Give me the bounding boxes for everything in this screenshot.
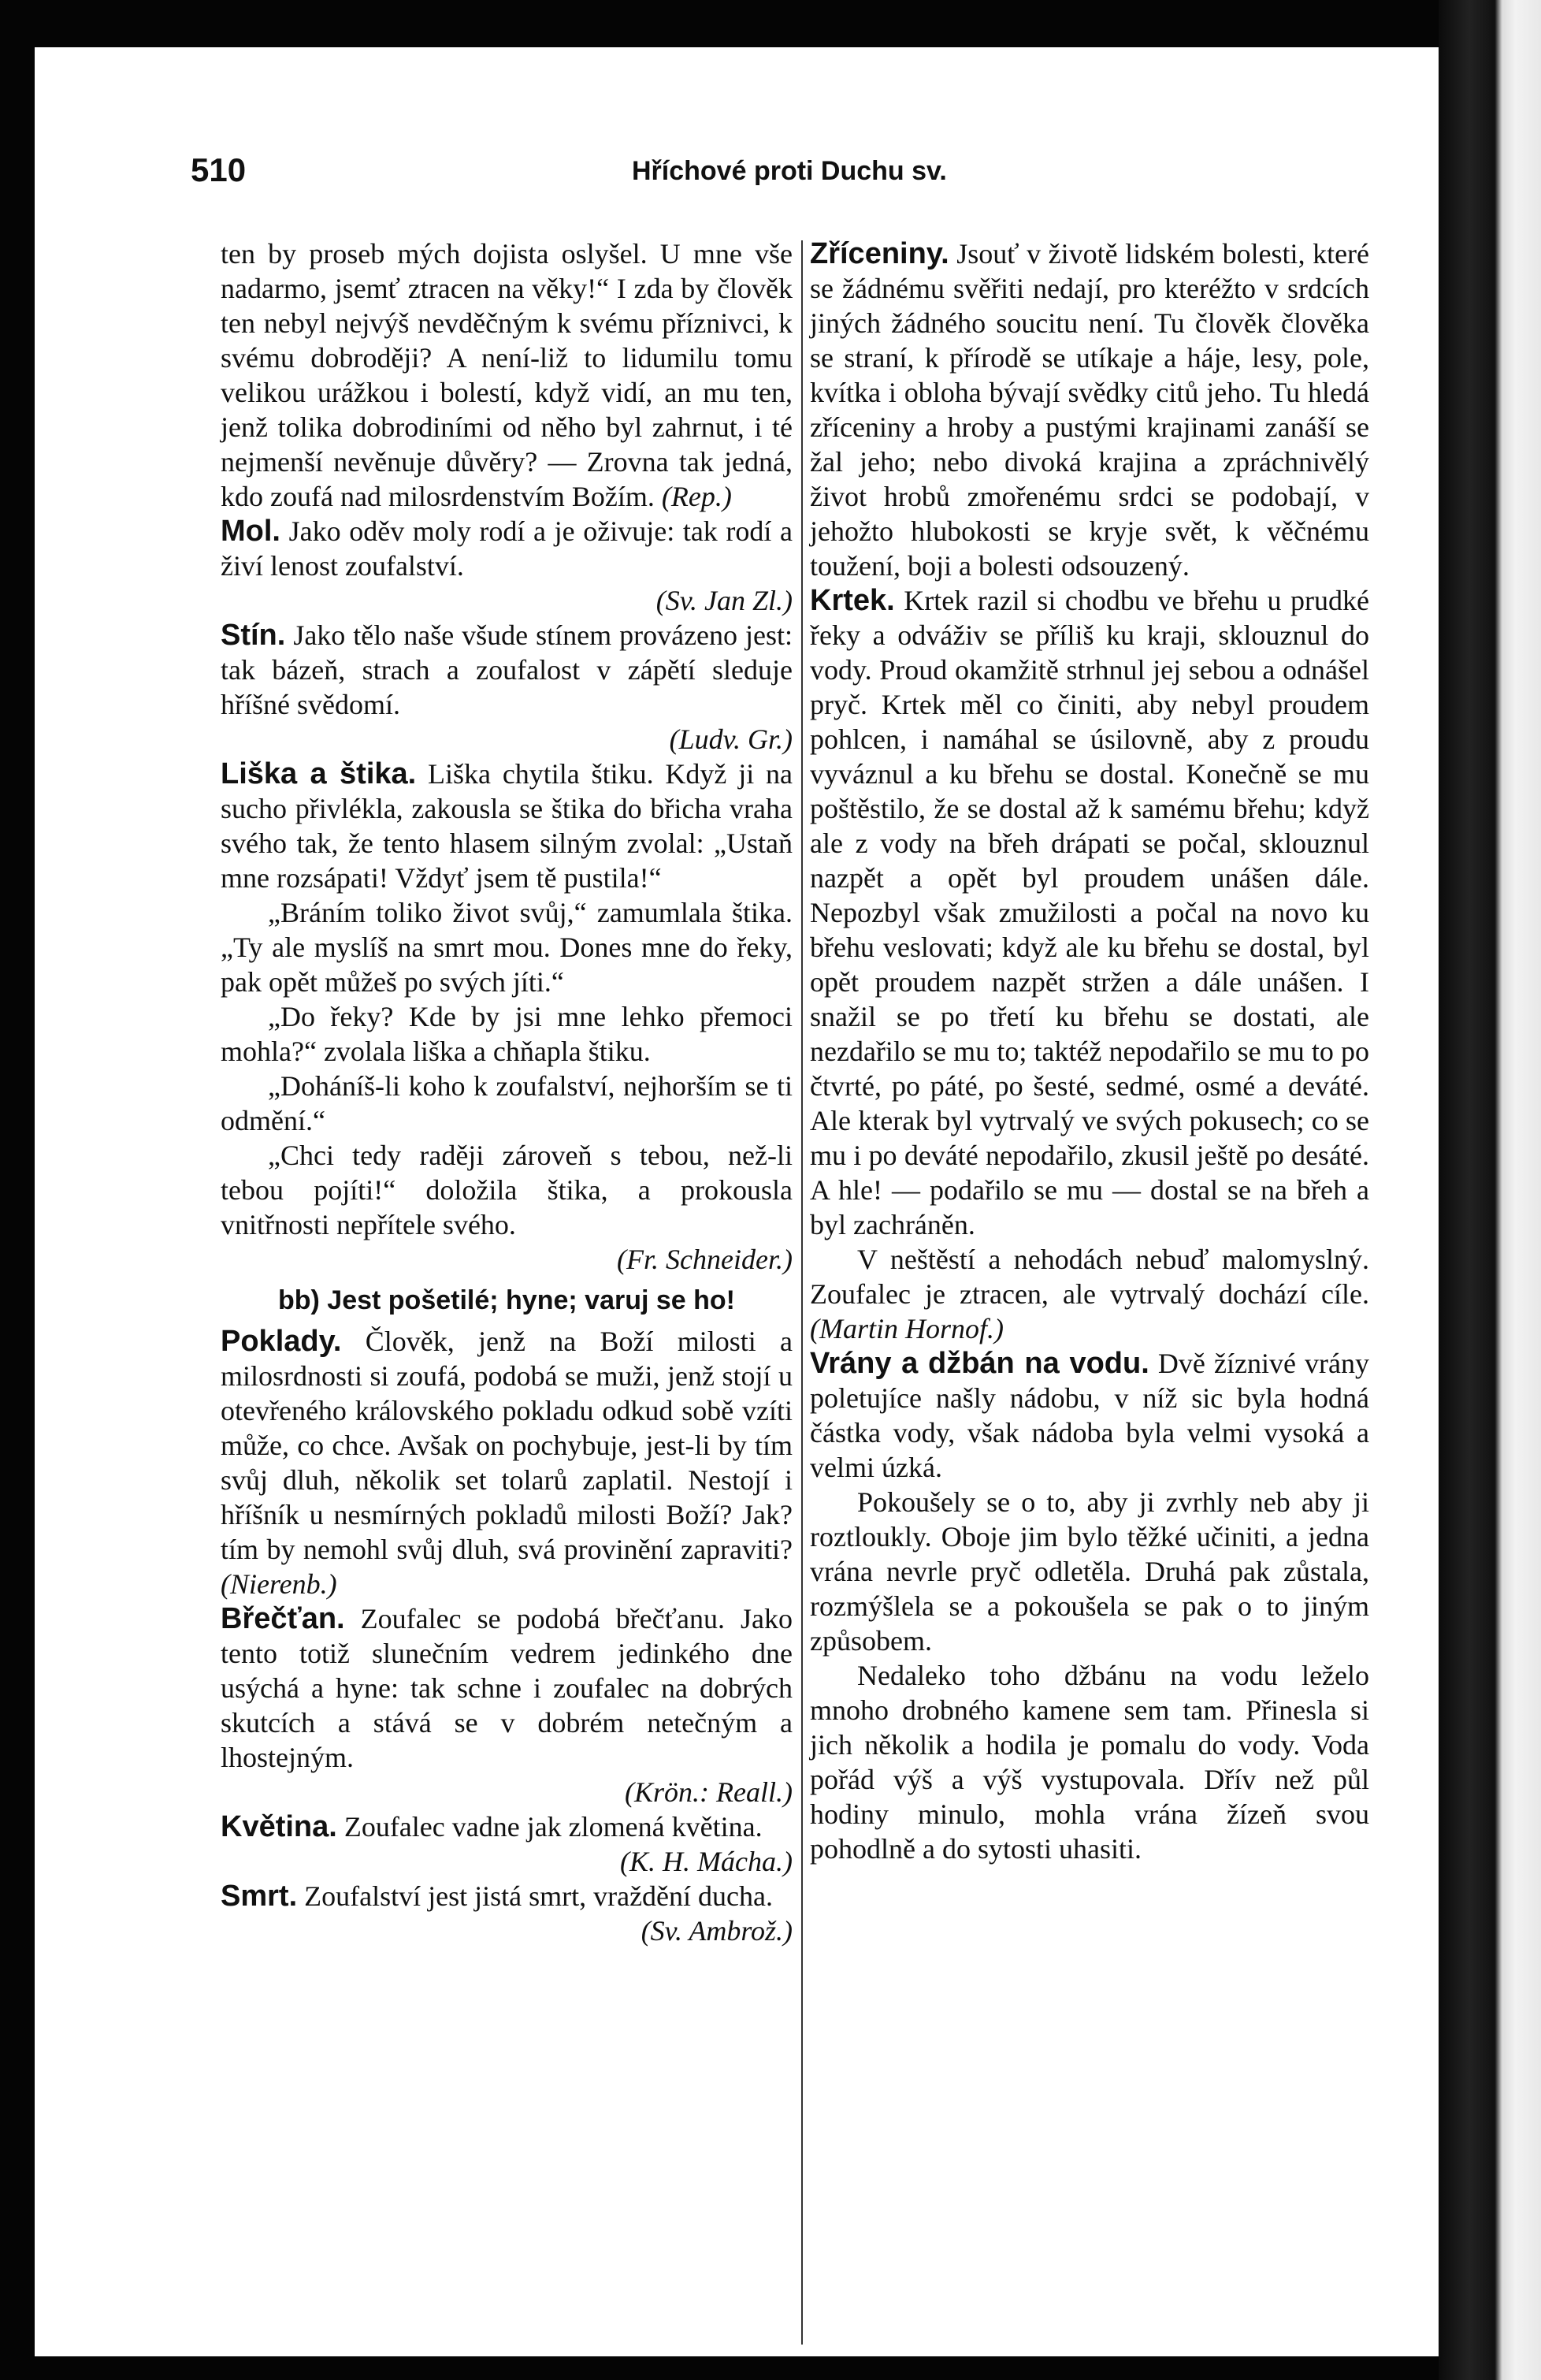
entry-zriceniny xyxy=(810,236,1369,583)
entry-brectan xyxy=(221,1601,793,1809)
right-column xyxy=(810,236,1369,1866)
entry-text: Člověk, jenž na Boží milosti a milosrdnosti si zoufá, podobá se muži, jenž stojí u otevřeného královského pokladu odkud sobě vzíti může, co chce. Avšak on pochybuje, jest-li by tím svůj dluh, několik set tolarů zaplatil. Nestojí i hříšník u nesmírných pokladů milosti Boží? Jak? tím by nemohl svůj dluh, svá provinění zapraviti? xyxy=(221,1326,793,1565)
source-citation: (Ludv. Gr.) xyxy=(669,723,793,755)
page-header xyxy=(35,151,1439,199)
book-page xyxy=(35,47,1439,2356)
paragraph: „Do řeky? Kde by jsi mne lehko přemoci mohla?“ zvolala liška a chňapla štiku. xyxy=(221,1001,793,1067)
entry-text: Jako tělo naše všude stínem provázeno jest: tak bázeň, strach a zoufalost v zápětí sleduje hříšné svědomí. xyxy=(221,619,793,720)
entry-text: Zoufalství jest jistá smrt, vraždění ducha. xyxy=(304,1880,773,1912)
source-citation: (Sv. Jan Zl.) xyxy=(655,585,793,616)
source-citation: (Sv. Ambrož.) xyxy=(641,1915,793,1947)
entry-keyword: Květina. xyxy=(221,1810,337,1843)
section-heading: bb) Jest pošetilé; hyne; varuj se ho! xyxy=(277,1285,735,1315)
entry-text: Jsouť v životě lidském bolesti, které se žádnému svěřiti nedají, pro kteréžto v srdcích jiných žádného soucitu není. Tu člověk člověka se straní, k přírodě se utíkaje a háje, lesy, pole, kvítka i obloha bývají svědky citů jeho. Tu hledá zříceniny a hroby a pustými krajinami zanáší se žal jeho; nebo divoká krajina a zpráchnivělý život hrobů zmořenému srdci se podobají, v jehožto hlubokosti se kryje svět, k věčnému toužení, boji a bolesti odsouzený. xyxy=(810,238,1370,582)
paragraph-text: „Chci tedy raději zároveň s tebou, než-li tebou pojíti!“ doložila štika, a prokousla vnitřnosti nepřítele svého. xyxy=(221,1140,793,1240)
paragraph: Nedaleko toho džbánu na vodu leželo mnoho drobného kamene sem tam. Přinesla si jich několik a hodila je pomalu do vody. Voda pořád výš a výš vystupovala. Dřív než půl hodiny minulo, mohla vrána žízeň svou pohodlně a do sytosti uhasiti. xyxy=(810,1660,1369,1865)
paragraph: Pokoušely se o to, aby ji zvrhly neb aby ji roztloukly. Oboje jim bylo těžké učiniti, a jedna vrána nevrle pryč odletěla. Druhá pak zůstala, rozmýšlela se a pokoušela se pak o to jiným způsobem. xyxy=(810,1486,1369,1657)
column-divider xyxy=(801,240,803,2345)
paragraph xyxy=(810,1242,1369,1346)
left-column xyxy=(221,236,793,1948)
entry-mol xyxy=(221,514,793,618)
paragraph: „Bráním toliko život svůj,“ zamumlala štika. „Ty ale myslíš na smrt mou. Dones mne do řeky, pak opět můžeš po svých jíti.“ xyxy=(221,897,793,998)
entry-vrany xyxy=(810,1346,1369,1485)
entry-text: Dvě žíznivé vrány poletujíce našly nádobu, v níž sic byla hodná částka vody, však nádoba byla velmi vysoká a velmi úzká. xyxy=(810,1348,1370,1483)
running-head: Hříchové proti Duchu sv. xyxy=(632,156,947,186)
entry-text: Krtek razil si chodbu ve břehu u prudké řeky a odváživ se příliš ku kraji, sklouznul do vody. Proud okamžitě strhnul jej sebou a odnášel pryč. Krtek měl co činiti, aby nebyl proudem pohlcen, i namáhal se úsilovně, aby z proudu vyváznul a ku břehu se dostal. Konečně se mu poštěstilo, že se dostal až k samému břehu; když ale z vody na břeh drápati se počal, sklouznul nazpět a opět byl proudem unášen dále. Nepozbyl však zmužilosti a počal na novo ku břehu veslovati; když ale ku břehu se dostal, byl opět proudem nazpět stržen a dále unášen. I snažil se po třetí ku břehu se dostati, ale nezdařilo se mu to; taktéž nepodařilo se mu to po čtvrté, po páté, po šesté, sedmé, osmé a deváté. Ale kterak byl vytrvalý ve svých pokusech; co se mu i po deváté nepodařilo, zkusil ještě po desáté. A hle! — podařilo se mu — dostal se na břeh a byl zachráněn. xyxy=(810,585,1369,1240)
entry-liska xyxy=(221,757,793,895)
paragraph xyxy=(221,1138,793,1277)
paragraph xyxy=(221,236,793,514)
paragraph-text: V neštěstí a nehodách nebuď malomyslný. Zoufalec je ztracen, ale vytrvalý dochází cíle. xyxy=(810,1244,1369,1310)
entry-keyword: Stín. xyxy=(221,619,286,652)
page-edge-strip xyxy=(1439,0,1541,2380)
source-citation: (Fr. Schneider.) xyxy=(617,1244,793,1275)
page-number: 510 xyxy=(191,151,247,188)
entry-keyword: Liška a štika. xyxy=(221,757,417,790)
entry-text: Jako oděv moly rodí a je oživuje: tak rodí a živí lenost zoufalství. xyxy=(221,515,793,582)
entry-keyword: Zříceniny. xyxy=(810,237,949,270)
entry-text: Liška chytila štiku. Když ji na sucho přivlékla, zakousla se štika do břicha vraha svého tak, že tento hlasem silným zvolal: „Ustaň mne rozsápati! Vždyť jsem tě pustila!“ xyxy=(221,758,793,894)
entry-stin xyxy=(221,618,793,757)
paragraph: „Doháníš-li koho k zoufalství, nejhorším se ti odmění.“ xyxy=(221,1070,793,1136)
entry-keyword: Vrány a džbán na vodu. xyxy=(810,1347,1149,1380)
paragraph-text: ten by proseb mých dojista oslyšel. U mne vše nadarmo, jsemť ztracen na věky!“ I zda by člověk ten nebyl nejvýš nevděčným k svému příznivci, k svému dobroději? A není-liž to lidumilu tomu velikou urážkou i bolestí, když vidí, an mu ten, jenž tolika dobrodiními od něho byl zahrnut, i té nejmenší nevěnuje důvěry? — Zrovna tak jedná, kdo zoufá nad milosrdenstvím Božím. xyxy=(221,238,793,512)
source-citation: (Nierenb.) xyxy=(221,1568,337,1600)
source-citation: (K. H. Mácha.) xyxy=(620,1846,793,1877)
entry-krtek xyxy=(810,583,1369,1242)
entry-poklady xyxy=(221,1324,793,1601)
entry-kvetina xyxy=(221,1809,793,1879)
entry-keyword: Břečťan. xyxy=(221,1602,345,1635)
entry-keyword: Poklady. xyxy=(221,1325,342,1358)
entry-smrt xyxy=(221,1879,793,1948)
entry-text: Zoufalec se podobá břečťanu. Jako tento totiž slunečním vedrem jedinkého dne usýchá a hyne: tak schne i zoufalec na dobrých skutcích a stává se v dobrém netečným a lhostejným. xyxy=(221,1603,793,1773)
entry-keyword: Mol. xyxy=(221,515,280,548)
entry-keyword: Krtek. xyxy=(810,584,895,617)
source-citation: (Krön.: Reall.) xyxy=(625,1776,793,1808)
source-citation: (Martin Hornof.) xyxy=(810,1313,1004,1344)
entry-keyword: Smrt. xyxy=(221,1880,298,1913)
entry-text: Zoufalec vadne jak zlomená květina. xyxy=(343,1811,763,1843)
source-citation: (Rep.) xyxy=(661,481,732,512)
